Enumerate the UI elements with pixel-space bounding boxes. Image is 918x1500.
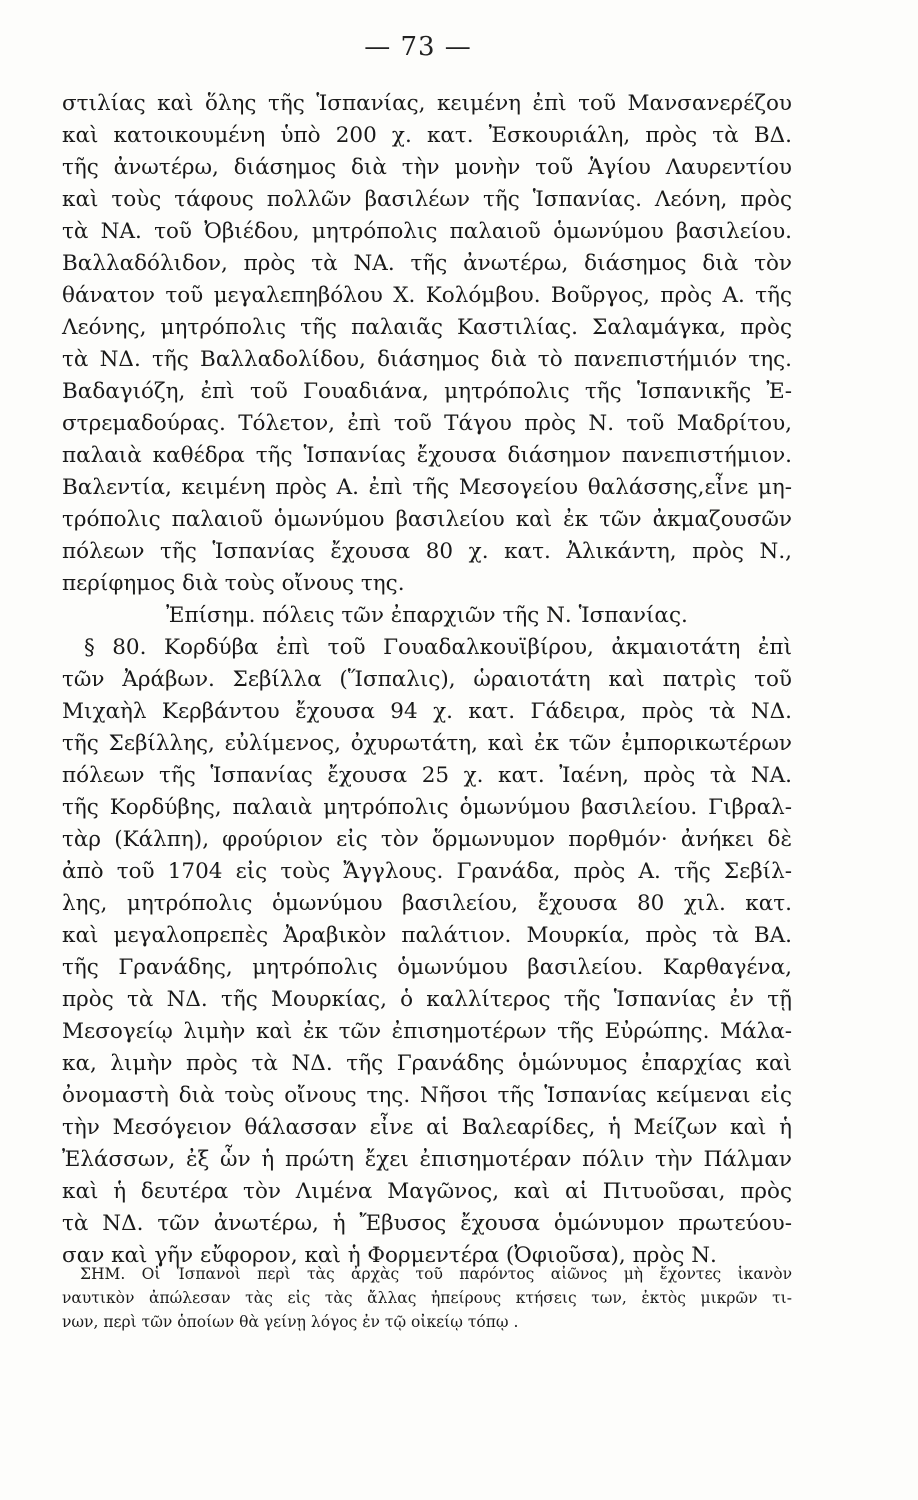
text-line: πόλεων τῆς Ἱσπανίας ἔχουσα 25 χ. κατ. Ἰαένη, πρὸς τὰ ΝΑ. (62, 763, 792, 788)
text-line: Ἐλάσσων, ἐξ ὧν ἡ πρώτη ἔχει ἐπισημοτέραν πόλιν τὴν Πάλμαν (62, 1147, 792, 1172)
text-line: τὰ ΝΑ. τοῦ Ὀβιέδου, μητρόπολις παλαιοῦ ὁμωνύμου βασιλείου. (62, 219, 792, 244)
text-line: Λεόνης, μητρόπολις τῆς παλαιᾶς Καστιλίας. Σαλαμάγκα, πρὸς (62, 315, 792, 340)
text-line: τῆς Σεβίλλης, εὐλίμενος, ὀχυρωτάτη, καὶ ἐκ τῶν ἐμπορικωτέρων (62, 731, 792, 756)
text-line: ὀνομαστὴ διὰ τοὺς οἴνους της. Νῆσοι τῆς Ἱσπανίας κείμεναι εἰς (62, 1083, 792, 1108)
text-line: τρόπολις παλαιοῦ ὁμωνύμου βασιλείου καὶ ἐκ τῶν ἀκμαζουσῶν (62, 507, 792, 532)
text-line: παλαιὰ καθέδρα τῆς Ἱσπανίας ἔχουσα διάσημον πανεπιστήμιον. (62, 443, 792, 468)
text-line: πόλεων τῆς Ἱσπανίας ἔχουσα 80 χ. κατ. Ἀλικάντη, πρὸς Ν., (62, 539, 792, 564)
text-line: στρεμαδούρας. Τόλετον, ἐπὶ τοῦ Τάγου πρὸς Ν. τοῦ Μαδρίτου, (62, 411, 792, 436)
footnote-line: νων, περὶ τῶν ὁποίων θὰ γείνῃ λόγος ἐν τῷ οἰκείῳ τόπῳ . (62, 1313, 519, 1331)
text-line: τὰ ΝΔ. τῆς Βαλλαδολίδου, διάσημος διὰ τὸ πανεπιστήμιόν της. (62, 347, 792, 372)
text-line: τὰ ΝΔ. τῶν ἀνωτέρω, ἡ Ἔβυσος ἔχουσα ὁμώνυμον πρωτεύου- (62, 1211, 792, 1236)
text-line: κα, λιμὴν πρὸς τὰ ΝΔ. τῆς Γρανάδης ὁμώνυμος ἐπαρχίας καὶ (62, 1051, 792, 1076)
text-line: τῆς Γρανάδης, μητρόπολις ὁμωνύμου βασιλείου. Καρθαγένα, (62, 955, 792, 980)
text-line: καὶ κατοικουμένη ὑπὸ 200 χ. κατ. Ἐσκουριάλη, πρὸς τὰ ΒΔ. (62, 123, 792, 148)
text-line: Βαλεντία, κειμένη πρὸς Α. ἐπὶ τῆς Μεσογείου θαλάσσης,εἶνε μη- (62, 475, 792, 500)
text-line: τῶν Ἀράβων. Σεβίλλα (Ἵσπαλις), ὡραιοτάτη καὶ πατρὶς τοῦ (62, 667, 792, 692)
text-line: Μεσογείῳ λιμὴν καὶ ἐκ τῶν ἐπισημοτέρων τῆς Εὐρώπης. Μάλα- (62, 1019, 792, 1044)
text-line: τὰρ (Κάλπη), φρούριον εἰς τὸν ὅρμωνυμον πορθμόν· ἀνήκει δὲ (62, 827, 792, 852)
section-heading: Ἐπίσημ. πόλεις τῶν ἐπαρχιῶν τῆς Ν. Ἱσπανίας. (166, 603, 688, 628)
text-line: θάνατον τοῦ μεγαλεπηβόλου Χ. Κολόμβου. Βοῦργος, πρὸς Α. τῆς (62, 283, 792, 308)
text-line: καὶ μεγαλοπρεπὲς Ἀραβικὸν παλάτιον. Μουρκία, πρὸς τὰ ΒΑ. (62, 923, 792, 948)
text-line: τὴν Μεσόγειον θάλασσαν εἶνε αἱ Βαλεαρίδες, ἡ Μείζων καὶ ἡ (62, 1115, 792, 1140)
text-line: σαν καὶ γῆν εὔφορον, καὶ ἡ Φορμεντέρα (Ὀφιοῦσα), πρὸς Ν. (62, 1243, 717, 1268)
text-line: στιλίας καὶ ὅλης τῆς Ἱσπανίας, κειμένη ἐπὶ τοῦ Μανσανερέζου (62, 91, 792, 116)
text-line: Βαδαγιόζη, ἐπὶ τοῦ Γουαδιάνα, μητρόπολις τῆς Ἱσπανικῆς Ἐ- (62, 379, 792, 404)
footnote (62, 1262, 792, 1334)
footnote-line: ΣΗΜ. Οἱ Ἱσπανοὶ περὶ τὰς ἀρχὰς τοῦ παρόντος αἰῶνος μὴ ἔχοντες ἱκανὸν (80, 1265, 792, 1283)
text-line: λης, μητρόπολις ὁμωνύμου βασιλείου, ἔχουσα 80 χιλ. κατ. (62, 891, 792, 916)
text-line: § 80. Κορδύβα ἐπὶ τοῦ Γουαδαλκουϊβίρου, ἀκμαιοτάτη ἐπὶ (84, 635, 792, 660)
text-line: πρὸς τὰ ΝΔ. τῆς Μουρκίας, ὁ καλλίτερος τῆς Ἱσπανίας ἐν τῇ (62, 987, 792, 1012)
text-line: περίφημος διὰ τοὺς οἴνους της. (62, 571, 405, 596)
text-line: τῆς ἀνωτέρω, διάσημος διὰ τὴν μονὴν τοῦ Ἁγίου Λαυρεντίου (62, 155, 792, 180)
text-line: Βαλλαδόλιδον, πρὸς τὰ ΝΑ. τῆς ἀνωτέρω, διάσημος διὰ τὸν (62, 251, 792, 276)
body-text (62, 88, 792, 1272)
text-line: Μιχαὴλ Κερβάντου ἔχουσα 94 χ. κατ. Γάδειρα, πρὸς τὰ ΝΔ. (62, 699, 792, 724)
page-number: — 73 — (364, 32, 472, 62)
text-line: ἀπὸ τοῦ 1704 εἰς τοὺς Ἄγγλους. Γρανάδα, πρὸς Α. τῆς Σεβίλ- (62, 859, 792, 884)
text-line: καὶ τοὺς τάφους πολλῶν βασιλέων τῆς Ἱσπανίας. Λεόνη, πρὸς (62, 187, 792, 212)
footnote-line: ναυτικὸν ἀπώλεσαν τὰς εἰς τὰς ἄλλας ἠπείρους κτήσεις των, ἐκτὸς μικρῶν τι- (62, 1289, 792, 1307)
text-line: καὶ ἡ δευτέρα τὸν Λιμένα Μαγῶνος, καὶ αἱ Πιτυοῦσαι, πρὸς (62, 1179, 792, 1204)
text-line: τῆς Κορδύβης, παλαιὰ μητρόπολις ὁμωνύμου βασιλείου. Γιβραλ- (62, 795, 792, 820)
